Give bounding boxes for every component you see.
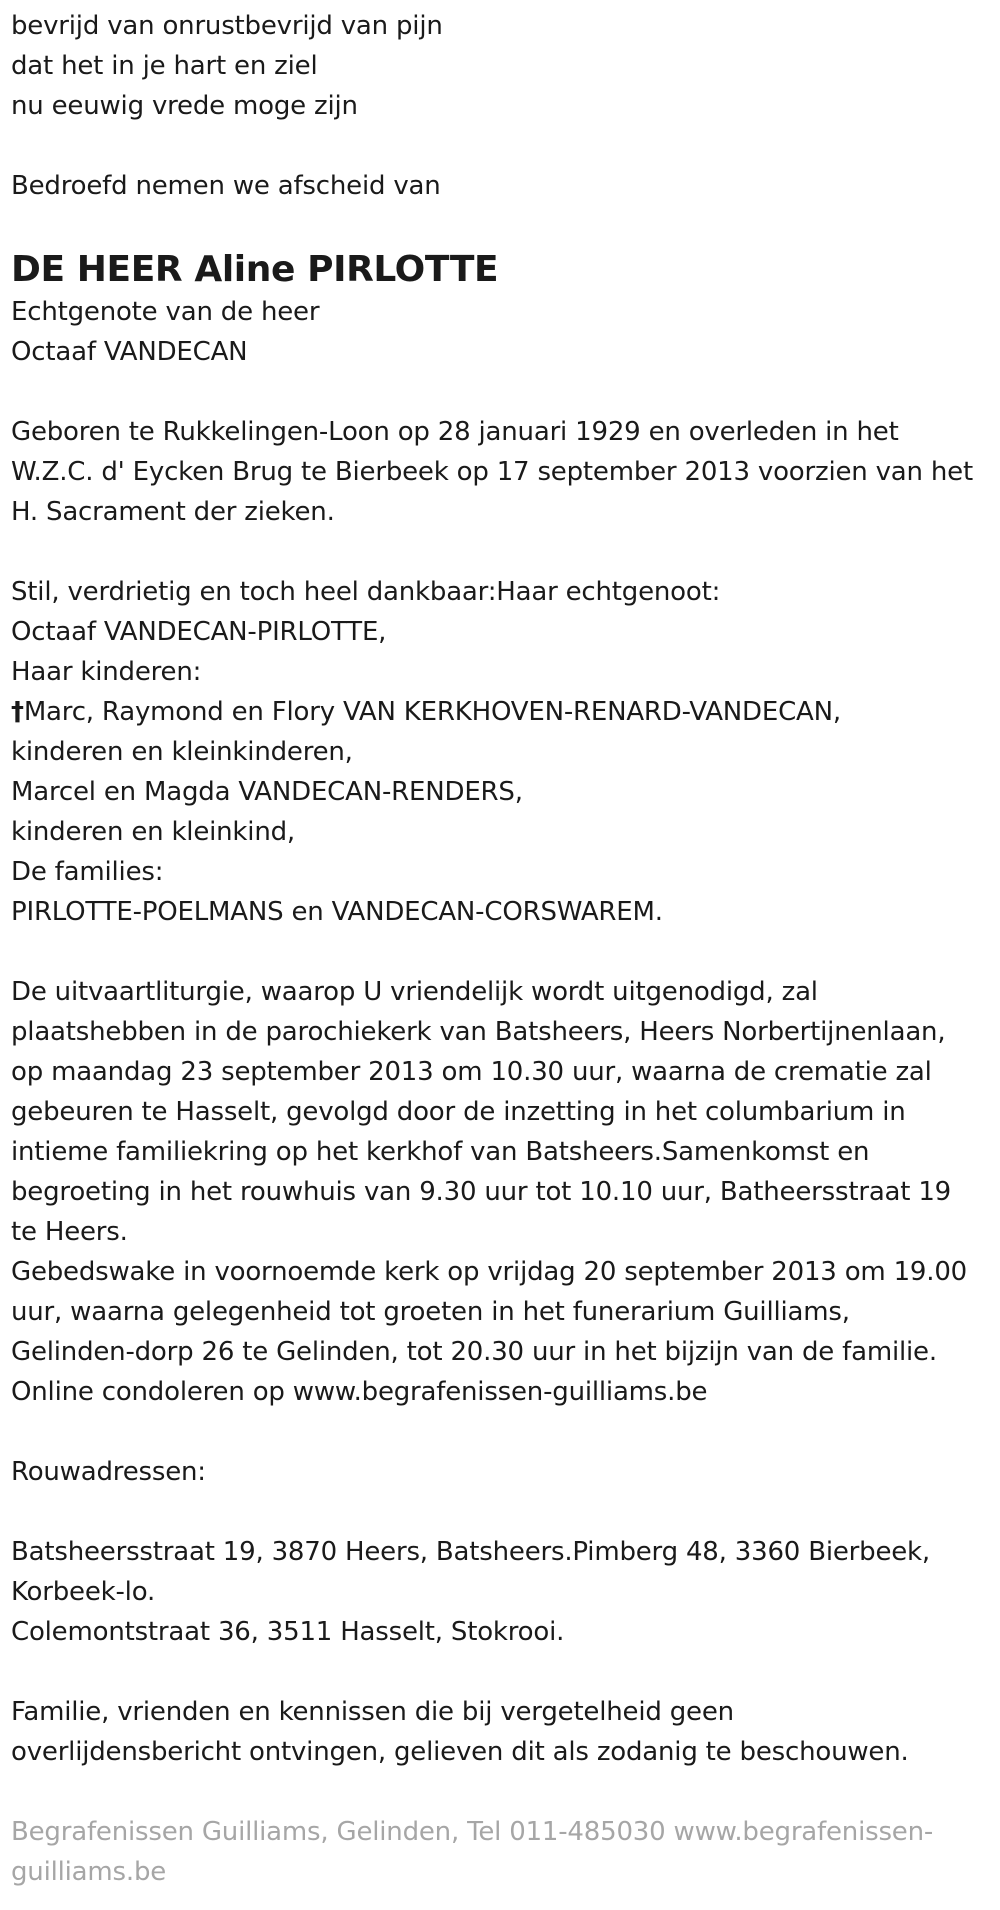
closing-line: Familie, vrienden en kennissen die bij vergetelheid geen: [11, 1697, 734, 1727]
funeral-line: plaatshebben in de parochiekerk van Batsheers, Heers Norbertijnenlaan,: [11, 1017, 946, 1047]
birth-death-block: [11, 412, 996, 532]
family-line: Octaaf VANDECAN-PIRLOTTE,: [11, 617, 387, 647]
closing-line: overlijdensbericht ontvingen, gelieven dit als zodanig te beschouwen.: [11, 1737, 909, 1767]
family-line: kinderen en kleinkind,: [11, 817, 295, 847]
funeral-line: De uitvaartliturgie, waarop U vriendelijk wordt uitgenodigd, zal: [11, 977, 818, 1007]
funeral-line: intieme familiekring op het kerkhof van Batsheers.Samenkomst en: [11, 1137, 870, 1167]
spacer: [11, 206, 996, 246]
footer-line: Begrafenissen Guilliams, Gelinden, Tel 011-485030 www.begrafenissen-: [11, 1817, 934, 1847]
addresses-block: [11, 1532, 996, 1652]
funeral-line: uur, waarna gelegenheid tot groeten in het funerarium Guilliams,: [11, 1297, 850, 1327]
spacer: [11, 1652, 996, 1692]
footer-credits: [11, 1812, 996, 1892]
funeral-line: gebeuren te Hasselt, gevolgd door de inzetting in het columbarium in: [11, 1097, 906, 1127]
funeral-block: [11, 972, 996, 1412]
addresses-heading: Rouwadressen:: [11, 1457, 206, 1487]
spacer: [11, 1772, 996, 1812]
spacer: [11, 1492, 996, 1532]
spacer: [11, 126, 996, 166]
spacer: [11, 1412, 996, 1452]
birth-death-line: Geboren te Rukkelingen-Loon op 28 januari 1929 en overleden in het: [11, 417, 899, 447]
funeral-line: begroeting in het rouwhuis van 9.30 uur tot 10.10 uur, Batheersstraat 19: [11, 1177, 952, 1207]
cross-icon: †: [11, 697, 24, 727]
deceased-name: DE HEER Aline PIRLOTTE: [11, 249, 499, 290]
funeral-line: op maandag 23 september 2013 om 10.30 uur, waarna de crematie zal: [11, 1057, 932, 1087]
address-line: Batsheersstraat 19, 3870 Heers, Batsheers.Pimberg 48, 3360 Bierbeek,: [11, 1537, 930, 1567]
spacer: [11, 932, 996, 972]
family-line: De families:: [11, 857, 164, 887]
address-line: Colemontstraat 36, 3511 Hasselt, Stokrooi.: [11, 1617, 565, 1647]
family-line: Marcel en Magda VANDECAN-RENDERS,: [11, 777, 523, 807]
poem-line: dat het in je hart en ziel: [11, 51, 318, 81]
obituary-notice: [11, 6, 996, 1892]
spacer: [11, 372, 996, 412]
spouse-line: Echtgenote van de heer: [11, 297, 320, 327]
poem-line: bevrijd van onrustbevrijd van pijn: [11, 11, 443, 41]
address-line: Korbeek-lo.: [11, 1577, 156, 1607]
funeral-line: Gelinden-dorp 26 te Gelinden, tot 20.30 uur in het bijzijn van de familie.: [11, 1337, 937, 1367]
funeral-line: Online condoleren op www.begrafenissen-guilliams.be: [11, 1377, 708, 1407]
poem: [11, 6, 996, 126]
spouse-line: Octaaf VANDECAN: [11, 337, 248, 367]
birth-death-line: H. Sacrament der zieken.: [11, 497, 335, 527]
intro-text: Bedroefd nemen we afscheid van: [11, 171, 441, 201]
family-block: [11, 572, 996, 932]
birth-death-line: W.Z.C. d' Eycken Brug te Bierbeek op 17 september 2013 voorzien van het: [11, 457, 973, 487]
family-line: Haar kinderen:: [11, 657, 202, 687]
family-line: Stil, verdrietig en toch heel dankbaar:Haar echtgenoot:: [11, 577, 721, 607]
family-line: PIRLOTTE-POELMANS en VANDECAN-CORSWAREM.: [11, 897, 663, 927]
spouse-block: [11, 292, 996, 372]
poem-line: nu eeuwig vrede moge zijn: [11, 91, 358, 121]
funeral-line: te Heers.: [11, 1217, 128, 1247]
family-line-text: Marc, Raymond en Flory VAN KERKHOVEN-RENARD-VANDECAN,: [23, 697, 841, 727]
footer-line: guilliams.be: [11, 1857, 167, 1887]
closing-block: [11, 1692, 996, 1772]
spacer: [11, 532, 996, 572]
family-line: kinderen en kleinkinderen,: [11, 737, 353, 767]
family-line-deceased-child: [11, 692, 996, 732]
funeral-line: Gebedswake in voornoemde kerk op vrijdag 20 september 2013 om 19.00: [11, 1257, 968, 1287]
